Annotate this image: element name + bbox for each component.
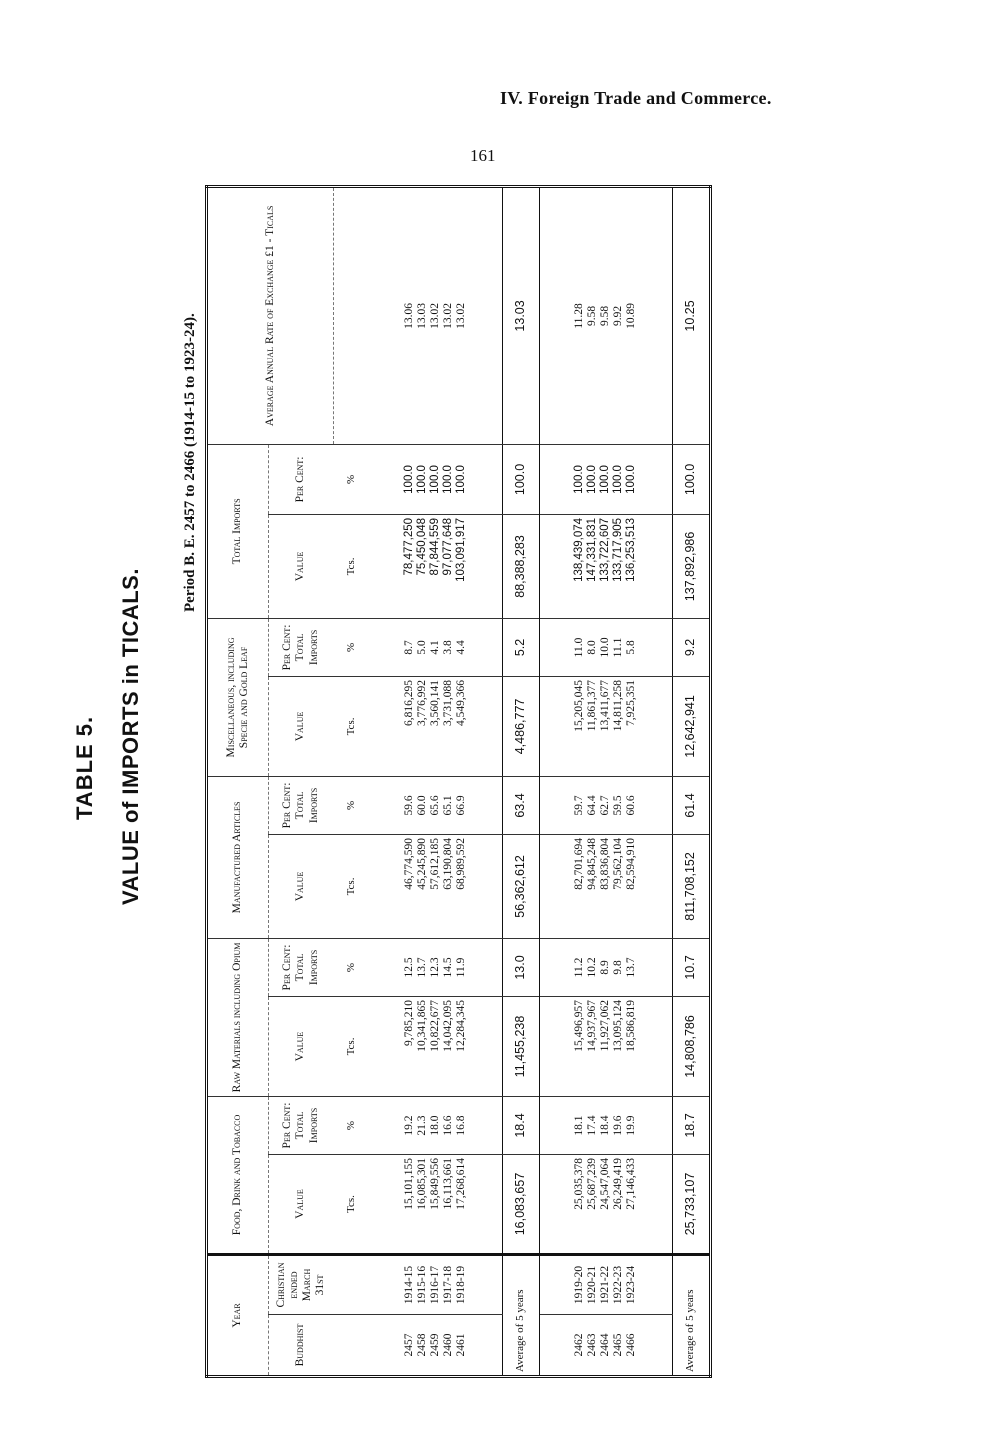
total-header: Total Imports: [207, 444, 269, 618]
table-cell-value: 15,496,957: [573, 999, 585, 1052]
manu-pcts: [539, 776, 672, 834]
table-cell-value: 8.7: [403, 640, 415, 655]
misc-values: [370, 676, 503, 776]
average-label: Average of 5 years: [502, 1255, 539, 1377]
table-cell-value: 79,562,104: [612, 837, 624, 890]
table-cell-value: 147,331,831: [586, 517, 598, 582]
raw-values: [539, 996, 672, 1096]
table-cell-value: 66.9: [455, 795, 467, 816]
unit-tcs: Tcs.: [333, 996, 370, 1096]
table-cell-value: 9.8: [612, 960, 624, 975]
table-cell-value: 97,077,648: [442, 517, 454, 576]
table-cell-value: 13.7: [625, 957, 637, 978]
unit-tcs: Tcs.: [333, 676, 370, 776]
table-cell-value: 94,845,248: [586, 837, 598, 890]
table-cell-value: 13.02: [429, 303, 441, 329]
table-cell-value: 15,101,155: [403, 1158, 415, 1210]
table-cell-value: 46,774,590: [403, 837, 415, 890]
table-cell-value: 2465: [612, 1333, 624, 1357]
table-cell-value: 3,776,992: [416, 679, 428, 726]
unit-tcs: Tcs.: [333, 514, 370, 618]
table-cell-value: 1917-18: [442, 1265, 454, 1305]
food-pct-header: Per Cent: Total Imports: [269, 1096, 334, 1154]
table-cell-value: 5.0: [416, 640, 428, 655]
avg-rate: 13.03: [502, 186, 539, 444]
table-cell-value: 13.06: [403, 303, 415, 329]
table-cell-value: 25,687,239: [586, 1158, 598, 1210]
table-cell-value: 63,190,804: [442, 837, 454, 890]
table-cell-value: 83,836,804: [599, 837, 611, 890]
table-cell-value: 14.5: [442, 957, 454, 978]
manu-value-header: Value: [269, 834, 334, 938]
unit-pct: %: [333, 1096, 370, 1154]
period1-rows: [370, 186, 503, 1376]
table-cell-value: 1921-22: [599, 1265, 611, 1305]
table-cell-value: 17,268,614: [455, 1158, 467, 1210]
table-cell-value: 10,822,677: [429, 999, 441, 1052]
table-cell-value: 11,861,377: [586, 679, 598, 732]
table-cell-value: 1919-20: [573, 1265, 585, 1305]
table-cell-value: 13,411,677: [599, 679, 611, 732]
table-cell-value: 16,113,661: [442, 1158, 454, 1210]
avg-manu-pct: 61.4: [672, 776, 710, 834]
table-cell-value: 9.92: [612, 305, 624, 326]
avg-raw-pct: 10.7: [672, 938, 710, 996]
table-cell-value: 18.4: [599, 1115, 611, 1136]
avg-raw-pct: 13.0: [502, 938, 539, 996]
misc-pcts: [370, 618, 503, 676]
table-cell-value: 100.0: [403, 465, 415, 494]
table-cell-value: 11,927,062: [599, 999, 611, 1052]
table-cell-value: 13.02: [455, 303, 467, 329]
table-cell-value: 2458: [416, 1333, 428, 1357]
table-cell-value: 1922-23: [612, 1265, 624, 1305]
table-cell-value: 1923-24: [625, 1265, 637, 1305]
table-cell-value: 17.4: [586, 1115, 598, 1136]
table-cell-value: 100.0: [455, 465, 467, 494]
raw-values: [370, 996, 503, 1096]
avg-food-value: 25,733,107: [672, 1155, 710, 1255]
christian-years: [370, 1255, 503, 1315]
imports-table-wrapper: [205, 188, 698, 1378]
table-cell-value: 64.4: [586, 795, 598, 816]
table-cell-value: 24,547,064: [599, 1158, 611, 1210]
table-cell-value: 1920-21: [586, 1265, 598, 1305]
table-cell-value: 6,816,295: [403, 679, 415, 726]
avg-total-value: 137,892,986: [672, 514, 710, 618]
misc-pct-header: Per Cent: Total Imports: [269, 618, 334, 676]
table-cell-value: 60.0: [416, 795, 428, 816]
raw-header: Raw Materials including Opium: [207, 938, 269, 1096]
table-cell-value: 10,341,865: [416, 999, 428, 1052]
table-cell-value: 12.5: [403, 957, 415, 978]
table-cell-value: 100.0: [573, 465, 585, 494]
food-header: Food, Drink and Tobacco: [207, 1096, 269, 1254]
table-cell-value: 16.8: [455, 1115, 467, 1136]
unit-pct: %: [333, 618, 370, 676]
table-cell-value: 1916-17: [429, 1265, 441, 1305]
table-cell-value: 2464: [599, 1333, 611, 1357]
misc-value-header: Value: [269, 676, 334, 776]
table-cell-value: 100.0: [612, 465, 624, 494]
table-cell-value: 7,925,351: [625, 679, 637, 726]
table-cell-value: 103,091,917: [455, 517, 467, 582]
table-cell-value: 68,989,592: [455, 837, 467, 890]
avg-manu-value: 811,708,152: [672, 834, 710, 938]
table-cell-value: 3.8: [442, 640, 454, 655]
table-cell-value: 16,085,301: [416, 1158, 428, 1210]
table-cell-value: 13,095,124: [612, 999, 624, 1052]
header-row-groups: [207, 186, 269, 1376]
avg-misc-value: 4,486,777: [502, 676, 539, 776]
misc-header: Miscellaneous, including Specie and Gold Leaf: [207, 618, 269, 776]
avg-total-pct: 100.0: [502, 444, 539, 514]
table-cell-value: 14,042,095: [442, 999, 454, 1052]
buddhist-years: [370, 1315, 503, 1377]
table-cell-value: 11.0: [573, 637, 585, 658]
table-cell-value: 11.28: [573, 303, 585, 329]
table-cell-value: 59.5: [612, 795, 624, 816]
table-cell-value: 13.7: [416, 957, 428, 978]
table-cell-value: 2460: [442, 1333, 454, 1357]
running-head: IV. Foreign Trade and Commerce.: [500, 88, 772, 108]
table-label: TABLE 5.: [72, 715, 97, 820]
rate-values: [370, 186, 503, 444]
table-cell-value: 100.0: [429, 465, 441, 494]
table-cell-value: 2466: [625, 1333, 637, 1357]
avg-rate: 10.25: [672, 186, 710, 444]
avg-misc-value: 12,642,941: [672, 676, 710, 776]
table-cell-value: 10.0: [599, 637, 611, 658]
period2-rows: [539, 186, 672, 1376]
table-cell-value: 87,844,559: [429, 517, 441, 576]
table-cell-value: 100.0: [586, 465, 598, 494]
table-cell-value: 100.0: [625, 465, 637, 494]
table-cell-value: 62.7: [599, 795, 611, 816]
unit-pct: %: [333, 776, 370, 834]
raw-pcts: [370, 938, 503, 996]
raw-value-header: Value: [269, 996, 334, 1096]
total-pcts: [539, 444, 672, 514]
total-values: [370, 514, 503, 618]
avg-food-pct: 18.7: [672, 1096, 710, 1154]
raw-pcts: [539, 938, 672, 996]
food-values: [539, 1155, 672, 1255]
christian-years: [539, 1255, 672, 1315]
table-cell-value: 19.6: [612, 1115, 624, 1136]
page-number: 161: [470, 146, 496, 165]
table-cell-value: 2463: [586, 1333, 598, 1357]
year-header: Year: [207, 1255, 269, 1377]
raw-pct-header: Per Cent: Total Imports: [269, 938, 334, 996]
table-cell-value: 1914-15: [403, 1265, 415, 1305]
food-pcts: [539, 1096, 672, 1154]
avg-manu-pct: 63.4: [502, 776, 539, 834]
table-cell-value: 3,731,088: [442, 679, 454, 726]
table-cell-value: 15,849,556: [429, 1158, 441, 1210]
table-cell-value: 18,586,819: [625, 999, 637, 1052]
table-cell-value: 2459: [429, 1333, 441, 1357]
table-cell-value: 133,717,905: [612, 517, 624, 582]
imports-table: [205, 185, 712, 1378]
table-cell-value: 65.6: [429, 795, 441, 816]
table-cell-value: 14,937,967: [586, 999, 598, 1052]
table-cell-value: 12.3: [429, 957, 441, 978]
table-cell-value: 1915-16: [416, 1265, 428, 1305]
table-cell-value: 1918-19: [455, 1265, 467, 1305]
unit-row: [333, 186, 370, 1376]
unit-pct: %: [333, 938, 370, 996]
table-cell-value: 16.6: [442, 1115, 454, 1136]
table-cell-value: 21.3: [416, 1115, 428, 1136]
unit-pct: %: [333, 444, 370, 514]
avg-raw-value: 11,455,238: [502, 996, 539, 1096]
table-cell-value: 26,249,419: [612, 1158, 624, 1210]
average-label: Average of 5 years: [672, 1255, 710, 1377]
table-cell-value: 78,477,250: [403, 517, 415, 576]
table-cell-value: 4.1: [429, 640, 441, 655]
table-cell-value: 4.4: [455, 640, 467, 655]
total-value-header: Value: [269, 514, 334, 618]
table-cell-value: 2461: [455, 1333, 467, 1357]
food-value-header: Value: [269, 1155, 334, 1255]
food-values: [370, 1155, 503, 1255]
table-cell-value: 25,035,378: [573, 1158, 585, 1210]
table-cell-value: 136,253,513: [625, 517, 637, 582]
rate-header: Average Annual Rate of Exchange £1 - Ticals: [207, 186, 334, 444]
table-cell-value: 82,594,910: [625, 837, 637, 890]
unit-tcs: Tcs.: [333, 834, 370, 938]
table-cell-value: 57,612,185: [429, 837, 441, 890]
table-cell-value: 11.2: [573, 957, 585, 978]
avg-misc-pct: 9.2: [672, 618, 710, 676]
table-title: VALUE of IMPORTS in TICALS.: [118, 568, 143, 905]
table-cell-value: 138,439,074: [573, 517, 585, 582]
table-cell-value: 100.0: [416, 465, 428, 494]
table-cell-value: 15,205,045: [573, 679, 585, 732]
table-cell-value: 9.58: [586, 305, 598, 326]
avg-raw-value: 14,808,786: [672, 996, 710, 1096]
table-cell-value: 12,284,345: [455, 999, 467, 1052]
table-cell-value: 9,785,210: [403, 999, 415, 1046]
table-cell-value: 11.9: [455, 957, 467, 978]
avg-total-pct: 100.0: [672, 444, 710, 514]
table-cell-value: 3,560,141: [429, 679, 441, 726]
table-cell-value: 14,811,258: [612, 679, 624, 732]
table-cell-value: 60.6: [625, 795, 637, 816]
manu-values: [370, 834, 503, 938]
manu-values: [539, 834, 672, 938]
christian-header: Christian ended March 31st: [269, 1255, 334, 1315]
manu-pct-header: Per Cent: Total Imports: [269, 776, 334, 834]
table-cell-value: 8.9: [599, 960, 611, 975]
food-pcts: [370, 1096, 503, 1154]
buddhist-header: Buddhist: [269, 1315, 334, 1377]
table-cell-value: 13.02: [442, 303, 454, 329]
table-cell-value: 11.1: [612, 637, 624, 658]
table-cell-value: 2457: [403, 1333, 415, 1357]
table-cell-value: 45,245,890: [416, 837, 428, 890]
manu-pcts: [370, 776, 503, 834]
period2-average-row: [672, 186, 710, 1376]
table-cell-value: 19.9: [625, 1115, 637, 1136]
period1-average-row: [502, 186, 539, 1376]
table-cell-value: 18.1: [573, 1115, 585, 1136]
table-cell-value: 100.0: [599, 465, 611, 494]
total-values: [539, 514, 672, 618]
table-cell-value: 5.8: [625, 640, 637, 655]
avg-manu-value: 56,362,612: [502, 834, 539, 938]
table-cell-value: 75,450,048: [416, 517, 428, 576]
buddhist-years: [539, 1315, 672, 1377]
avg-total-value: 88,388,283: [502, 514, 539, 618]
table-cell-value: 133,722,607: [599, 517, 611, 582]
table-cell-value: 10.2: [586, 957, 598, 978]
table-cell-value: 2462: [573, 1333, 585, 1357]
total-pct-header: Per Cent:: [269, 444, 334, 514]
table-cell-value: 59.6: [403, 795, 415, 816]
misc-pcts: [539, 618, 672, 676]
table-cell-value: 10.89: [625, 303, 637, 329]
avg-food-pct: 18.4: [502, 1096, 539, 1154]
table-cell-value: 59.7: [573, 795, 585, 816]
table-cell-value: 65.1: [442, 795, 454, 816]
table-cell-value: 18.0: [429, 1115, 441, 1136]
table-cell-value: 4,549,366: [455, 679, 467, 726]
manufactured-header: Manufactured Articles: [207, 776, 269, 938]
avg-misc-pct: 5.2: [502, 618, 539, 676]
table-cell-value: 82,701,694: [573, 837, 585, 890]
table-cell-value: 27,146,433: [625, 1158, 637, 1210]
avg-food-value: 16,083,657: [502, 1155, 539, 1255]
misc-values: [539, 676, 672, 776]
unit-tcs: Tcs.: [333, 1155, 370, 1255]
rate-values: [539, 186, 672, 444]
period-caption: Period B. E. 2457 to 2466 (1914-15 to 1923-24).: [182, 313, 198, 612]
table-cell-value: 19.2: [403, 1115, 415, 1136]
table-cell-value: 8.0: [586, 640, 598, 655]
table-cell-value: 100.0: [442, 465, 454, 494]
table-cell-value: 9.58: [599, 305, 611, 326]
total-pcts: [370, 444, 503, 514]
table-cell-value: 13.03: [416, 303, 428, 329]
